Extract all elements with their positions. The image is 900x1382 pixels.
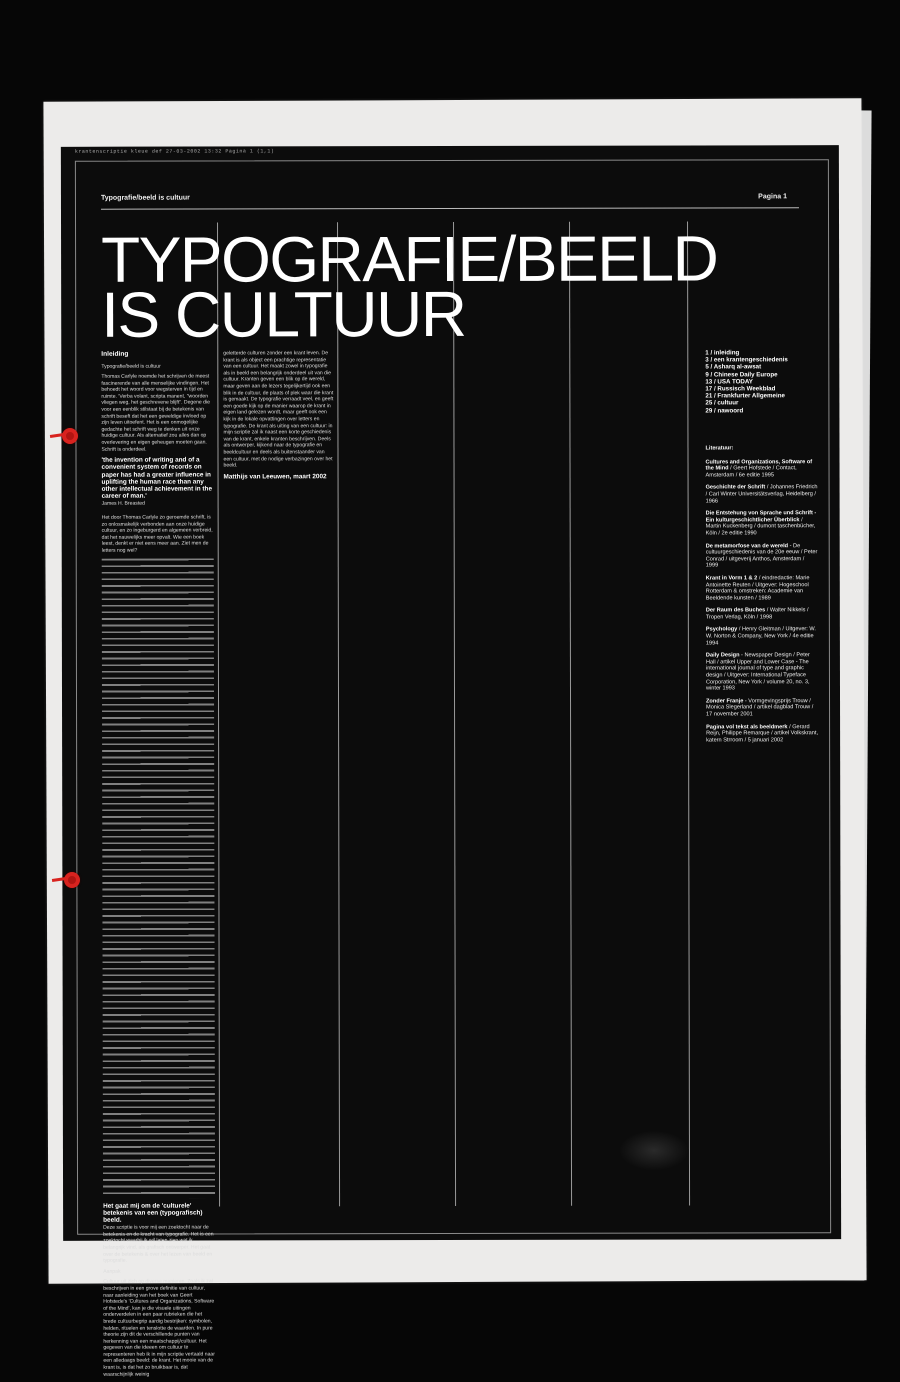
toc-item: 21 / Frankfurter Allgemeine bbox=[705, 392, 785, 400]
ref-detail: / Martin Kuckenberg / dumont taschenbücher, Köln / 2e editie 1990 bbox=[705, 517, 816, 537]
reference bbox=[706, 724, 818, 744]
page-number: Pagina 1 bbox=[758, 193, 787, 201]
reference bbox=[706, 575, 818, 602]
reference bbox=[706, 485, 818, 505]
title-line-1: TYPOGRAFIE/BEELD bbox=[101, 222, 718, 296]
subheading: Typografie/beeld is cultuur bbox=[101, 363, 161, 370]
tag-pin bbox=[68, 876, 76, 884]
page-title bbox=[101, 222, 718, 351]
ref-detail: / Johannes Friedrich / Carl Winter Universitätsverlag, Heidelberg / 1966 bbox=[705, 484, 818, 505]
pull-quote: 'the invention of writing and of a convenient system of records on paper has had a greater influence in uplifting the human race than any other intellectual achievement in the career of man.' bbox=[101, 456, 213, 500]
ref-title: Der Raum des Buches bbox=[705, 607, 766, 614]
reference bbox=[706, 459, 818, 479]
title-line-2: IS CULTUUR bbox=[101, 277, 466, 351]
ref-detail: / Gerard Reijn, Philippe Remarque / artikel Volkskrant, katern Strroom / 5 januari 2002 bbox=[706, 723, 819, 744]
quote-author: James H. Breasted bbox=[101, 501, 145, 508]
ref-title: Daily Design bbox=[705, 652, 740, 659]
ref-detail: - De cultuurgeschiedenis van de 20e eeuw / Peter Conrad / uitgeverij Anthos, Amsterdam / 1999 bbox=[705, 542, 818, 569]
aanpak-heading: Aanpak bbox=[103, 1268, 121, 1275]
red-binding-tag bbox=[62, 428, 78, 444]
ref-detail: / Walter Nikkels / Tropen Verlag, Köln / 1998 bbox=[705, 607, 809, 621]
tag-pin bbox=[66, 432, 74, 440]
ref-detail: / Geert Hofstede / Contact, Amsterdam / 6e editie 1995 bbox=[705, 465, 797, 479]
poster-print bbox=[61, 145, 841, 1378]
toc-item: 1 / inleiding bbox=[705, 349, 740, 357]
signature: Matthijs van Leeuwen, maart 2002 bbox=[223, 472, 327, 481]
toc-item: 29 / nawoord bbox=[705, 407, 744, 415]
ref-title: Psychology bbox=[705, 626, 738, 633]
ref-detail: - Newspaper Design / Peter Hall / artikel Upper and Lower Case - The international journal of type and graphic design / Uitgever: International Typeface Corporation, New York / volume 20, no. 3, winter 1993 bbox=[705, 652, 810, 692]
print-slug: krantenscriptie kleue def 27-03-2002 13:32 Pagina 1 (1,1) bbox=[74, 148, 275, 155]
red-binding-tag bbox=[64, 872, 80, 888]
ref-title: Cultures and Organizations, Software of the Mind bbox=[705, 458, 813, 472]
ref-title: Zonder Franje bbox=[706, 698, 744, 705]
ref-detail: / eindredactie: Marie Antoinette Reuten / Uitgever: Hogeschool Rotterdam & omstreken: Academie van Beeldende kunsten / 1989 bbox=[705, 575, 810, 602]
reference bbox=[706, 698, 818, 718]
toc-item: 13 / USA TODAY bbox=[705, 378, 753, 386]
section-heading: Inleiding bbox=[101, 350, 129, 358]
literature-heading: Literatuur: bbox=[705, 445, 734, 452]
paragraph: Thomas Carlyle noemde het schrijven de meest fascinerende van alle menselijke vindingen. Het behoedt het woord voor wegsterven in tijd en ruimte. 'Verba volant, scripta manent, "woorden vliegen weg, het geschrevene blijft". Degene die voor een eenblik stilstaat bij de betekenis van schrift beseft dat het een geweldige invloed op zijn leven uitoefent. Het is een onmogelijke gedachte het schrift weg te denken uit onze huidige cultuur. Als alternatief zou alles dan op overlevering en eigen geheugen moeten gaan. Schrift is onderdeel. bbox=[101, 373, 210, 453]
paragraph: Deze scriptie is voor mij een zoektocht naar de betekenis en de kracht van typografie. Het is een zoektocht waarbij ik wil laten zien wat ik belangrijk vind, als grafisch ontwerper. Het gaat over de betekenis & over het lezen van beeld en typografie. bbox=[103, 1224, 214, 1264]
reference bbox=[706, 608, 818, 621]
running-head: Typografie/beeld is cultuur bbox=[100, 194, 190, 202]
ref-title: Pagina vol tekst als beeldmerk bbox=[706, 723, 788, 731]
column-intro bbox=[101, 350, 215, 1381]
toc-item: 25 / cultuur bbox=[705, 399, 739, 407]
paragraph: Cultuur uit zich op diverse manieren. Zoals ik zal beschrijven in een grove definitie van cultuur, naar aanleiding van het boek van Geert Hofstede's 'Cultures and Organizations, Software of the Mind', kan je die visuele uitingen onderverdelen in een paar rubrieken die het brede cultuurbegrip aardig bestrijken: symbolen, helden, rituelen en tenslotte de waarden. In pure theorie zijn dit de verschillende punten van herkenning van een maatschappij/cultuur. Het gegeven van die ideeen om cultuur te representeren heb ik in mijn scriptie vertaald naar een alledaags beeld: de krant. Het mooie van de krant is, is dat het zo bruikbaar is, dat waarschijnlijk weinig bbox=[103, 1278, 215, 1378]
column-continued bbox=[223, 350, 333, 481]
toc-item: 3 / een krantengeschiedenis bbox=[705, 356, 788, 364]
scuff-mark bbox=[619, 1131, 689, 1171]
ref-title: De metamorfose van de wereld bbox=[705, 542, 789, 549]
toc-item: 5 / Asharq al-awsat bbox=[705, 363, 762, 371]
reference bbox=[706, 652, 818, 692]
reference bbox=[706, 510, 818, 537]
body-text-lines bbox=[102, 558, 215, 1198]
literature-list bbox=[705, 445, 818, 750]
table-of-contents bbox=[705, 349, 813, 414]
reference bbox=[706, 627, 818, 647]
paragraph: Het door Thomas Carlyle zo geroemde schrift, is zo onlosmakelijk verbonden aan onze huidige cultuur, en zo ingeburgerd en algemeen verbreid, dat het nauwelijks meer opvalt. Wie een boek leest, denkt er niet eens meer aan. Ziet men de letters nog wel? bbox=[101, 514, 213, 554]
subheading-bold: Het gaat mij om de 'culturele' betekenis van een (typografisch) beeld. bbox=[103, 1202, 203, 1224]
ref-title: Geschichte der Schrift bbox=[705, 484, 766, 491]
ref-title: Die Entstehung von Sprache und Schrift - Ein kulturgeschichtlicher Überblick bbox=[705, 510, 817, 524]
ref-detail: / Henry Gleitman / Uitgever: W. W. Norton & Company, New York / 4e editie 1994 bbox=[705, 626, 816, 647]
ref-detail: - Vormgevingsprijs Trouw / Monica Slegerland / artikel dagblad Trouw / 17 november 2001 bbox=[706, 698, 814, 718]
toc-item: 17 / Russisch Weekblad bbox=[705, 385, 776, 393]
ref-title: Krant in Vorm 1 & 2 bbox=[705, 575, 758, 582]
reference bbox=[706, 543, 818, 570]
paragraph: geletterde culturen zonder een krant leven. De krant is als object een prachtige representatie van een cultuur. Het maakt zowel in typografie als in beeld een belangrijk onderdeel uit van die cultuur. Kranten geven een blik op de wereld, maar geven aan de lezers tegelijkertijd ook een blik in de cultuur, de plaats of plek waar die krant is gemaakt. De typografie verraadt veel, en geeft een goede kijk op de manier waarop de krant in eigen land gelezen wordt, maar geeft ook een kijk in de lokale opvattingen over letters en typografie. De krant als uiting van een cultuur: in mijn scriptie zal ik naast een korte geschiedenis van de krant, enkele kranten beschrijven. Deels als ontwerper, kijkend naar de typografie en beeldcultuur en deels als buitenstaander van een cultuur, met de nodige verbazingen over het beeld. bbox=[223, 350, 334, 469]
toc-item: 9 / Chinese Daily Europe bbox=[705, 370, 778, 379]
